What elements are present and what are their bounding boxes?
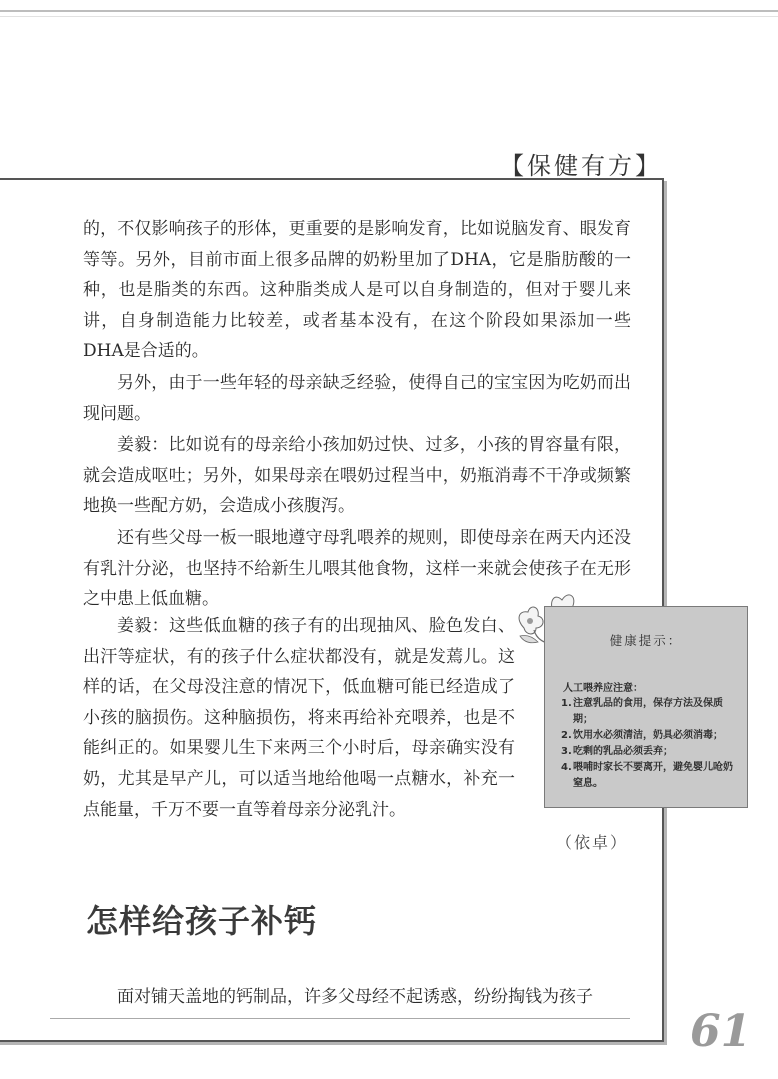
list-item: 2. 饮用水必须清洁，奶具必须消毒； [561,730,723,741]
top-rule-thin [0,16,778,17]
list-item: 3. 吃剩的乳品必须丢弃； [561,746,673,757]
tip-list [561,696,741,792]
bottom-rule [50,1018,630,1019]
tip-title: 健康提示： [609,633,683,648]
article-paragraph: 姜毅：这些低血糖的孩子有的出现抽风、脸色发白、出汗等症状，有的孩子什么症状都没有，就是发蔫儿。这样的话，在父母没注意的情况下，低血糖可能已经造成了小孩的脑损伤。这种脑损伤，将来再给补充喂养，也是不能纠正的。如果婴儿生下来两三个小时后，母亲确实没有奶，尤其是早产儿，可以适当地给他喝一点糖水，补充一点能量，千万不要一直等着母亲分泌乳汁。 [83,616,515,820]
article-paragraph: 的，不仅影响孩子的形体，更重要的是影响发育，比如说脑发育、眼发育等等。另外，目前市面上很多品牌的奶粉里加了DHA，它是脂肪酸的一种，也是脂类的东西。这种脂类成人是可以自身制造的，但对于婴儿来讲，自身制造能力比较差，或者基本没有，在这个阶段如果添加一些DHA是合适的。 [83,219,631,362]
list-item: 1. 注意乳品的食用，保存方法及保质期； [561,698,723,725]
article-body [83,214,631,615]
author-signature: （依卓） [555,833,628,852]
section-title: 怎样给孩子补钙 [86,902,318,940]
section-header: 【保健有方】 [500,152,662,180]
article-paragraph: 面对铺天盖地的钙制品，许多父母经不起诱惑，纷纷掏钱为孩子 [117,987,593,1007]
page-number: 61 [690,1006,752,1057]
health-tip-box [544,606,748,808]
list-item: 4. 喂哺时家长不要离开，避免婴儿呛奶窒息。 [561,762,733,789]
article-paragraph: 还有些父母一板一眼地遵守母乳喂养的规则，即使母亲在两天内还没有乳汁分泌，也坚持不给新生儿喂其他食物，这样一来就会使孩子在无形之中患上低血糖。 [83,527,631,610]
article-paragraph: 姜毅：比如说有的母亲给小孩加奶过快、过多，小孩的胃容量有限，就会造成呕吐；另外，如果母亲在喂奶过程当中，奶瓶消毒不干净或频繁地换一些配方奶，会造成小孩腹泻。 [83,435,631,517]
top-rule [0,10,778,12]
tip-subtitle: 人工喂养应注意： [563,683,643,694]
article-paragraph: 另外，由于一些年轻的母亲缺乏经验，使得自己的宝宝因为吃奶而出现问题。 [83,372,631,424]
article-body-narrow [83,611,515,825]
